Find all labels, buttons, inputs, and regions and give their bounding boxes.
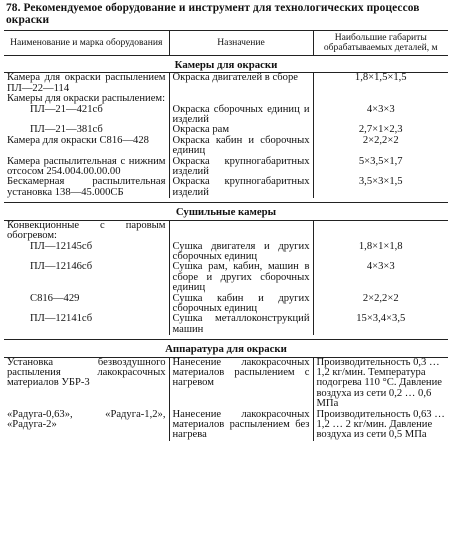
equipment-name: ПЛ—12145сб bbox=[30, 240, 93, 252]
table-row bbox=[4, 314, 448, 335]
max-dimensions: 3,5×3×1,5 bbox=[358, 176, 403, 188]
document-page bbox=[4, 2, 448, 441]
section-heading-row bbox=[4, 56, 448, 73]
equipment-purpose: Нанесение лакокрасочных материалов распылением с нагревом bbox=[169, 357, 313, 410]
max-dimensions: 4×3×3 bbox=[366, 261, 395, 273]
equipment-table bbox=[4, 30, 448, 441]
equipment-purpose: Сушка металлоконструкций машин bbox=[169, 314, 313, 335]
max-dimensions: 1,8×1×1,8 bbox=[358, 240, 403, 252]
max-dimensions: 1,8×1,5×1,5 bbox=[354, 72, 407, 84]
max-dimensions: Производительность 0,3 … 1,2 кг/мин. Температура подогрева 110 °С. Давление воздуха из сети 0,2 … 0,6 МПа bbox=[316, 356, 442, 410]
equipment-purpose: Сушка двигателя и других сборочных единиц bbox=[169, 242, 313, 263]
max-dimensions: 4×3×3 bbox=[366, 103, 395, 115]
equipment-name: Конвекционные с паровым обогревом: bbox=[7, 219, 166, 242]
equipment-purpose: Окраска крупногабаритных изделий bbox=[169, 177, 313, 198]
equipment-name: Бескамерная распылительная установка 138—45.000СБ bbox=[7, 176, 166, 198]
header-max-dimensions: Наибольшие габариты обрабатываемых деталей, м bbox=[313, 31, 448, 56]
equipment-name: ПЛ—21—421сб bbox=[30, 103, 103, 115]
table-body bbox=[4, 56, 448, 441]
table-row bbox=[4, 410, 448, 441]
table-row bbox=[4, 262, 448, 293]
equipment-name: Камера для окраски С816—428 bbox=[7, 134, 149, 146]
equipment-name: Установка безвоздушного распыления лакокрасочных материалов УБР-3 bbox=[7, 356, 166, 389]
equipment-name: «Радуга-0,63», «Радуга-1,2», «Радуга-2» bbox=[7, 408, 166, 430]
section-heading-row bbox=[4, 340, 448, 357]
table-row bbox=[4, 242, 448, 263]
equipment-name: ПЛ—12141сб bbox=[30, 313, 93, 325]
table-title-line-2: окраски bbox=[6, 14, 50, 26]
equipment-purpose: Окраска сборочных единиц и изделий bbox=[169, 105, 313, 126]
table-row bbox=[4, 357, 448, 410]
table-row bbox=[4, 136, 448, 157]
equipment-name: ПЛ—21—381сб bbox=[30, 124, 103, 136]
table-row bbox=[4, 73, 448, 94]
max-dimensions: 2,7×1×2,3 bbox=[358, 124, 403, 136]
equipment-purpose bbox=[169, 220, 313, 241]
equipment-purpose: Окраска крупногабаритных изделий bbox=[169, 157, 313, 178]
equipment-name: Камеры для окраски распылением: bbox=[7, 93, 166, 105]
header-purpose: Назначение bbox=[169, 31, 313, 56]
equipment-purpose: Нанесение лакокрасочных материалов распылением без нагрева bbox=[169, 410, 313, 441]
table-title-line-1: 78. Рекомендуемое оборудование и инструмент для технологических процессов bbox=[6, 2, 420, 14]
max-dimensions: 15×3,4×3,5 bbox=[356, 313, 406, 325]
max-dimensions: 2×2,2×2 bbox=[362, 134, 399, 146]
equipment-name: С816—429 bbox=[30, 292, 80, 304]
equipment-purpose: Окраска кабин и сборочных единиц bbox=[169, 136, 313, 157]
equipment-purpose: Окраска двигателей в сборе bbox=[169, 73, 313, 94]
header-row bbox=[4, 31, 448, 56]
section-heading: Аппаратура для окраски bbox=[4, 340, 448, 357]
table-row bbox=[4, 220, 448, 241]
max-dimensions bbox=[313, 220, 448, 241]
equipment-purpose: Сушка рам, кабин, машин в сборе и других сборочных единиц bbox=[169, 262, 313, 293]
equipment-purpose: Сушка кабин и других сборочных единиц bbox=[169, 294, 313, 315]
section-heading: Сушильные камеры bbox=[4, 203, 448, 220]
section-heading: Камеры для окраски bbox=[4, 56, 448, 73]
equipment-name: Камера распылительная с нижним отсосом 254.004.00.00.00 bbox=[7, 155, 166, 178]
table-row bbox=[4, 294, 448, 315]
table-row bbox=[4, 177, 448, 198]
max-dimensions: 5×3,5×1,7 bbox=[358, 155, 403, 167]
table-row bbox=[4, 157, 448, 178]
equipment-purpose: Окраска рам bbox=[169, 125, 313, 135]
table-row bbox=[4, 105, 448, 126]
max-dimensions: Производительность 0,63 … 1,2 … 2 кг/мин. Давление воздуха из сети 0,5 МПа bbox=[316, 408, 445, 441]
section-heading-row bbox=[4, 203, 448, 220]
header-equipment-name: Наименование и марка оборудования bbox=[4, 31, 169, 56]
max-dimensions: 2×2,2×2 bbox=[362, 292, 399, 304]
equipment-name: ПЛ—12146сб bbox=[30, 261, 93, 273]
equipment-name: Камера для окраски распылением ПЛ—22—114 bbox=[7, 72, 166, 94]
table-title bbox=[6, 2, 448, 26]
